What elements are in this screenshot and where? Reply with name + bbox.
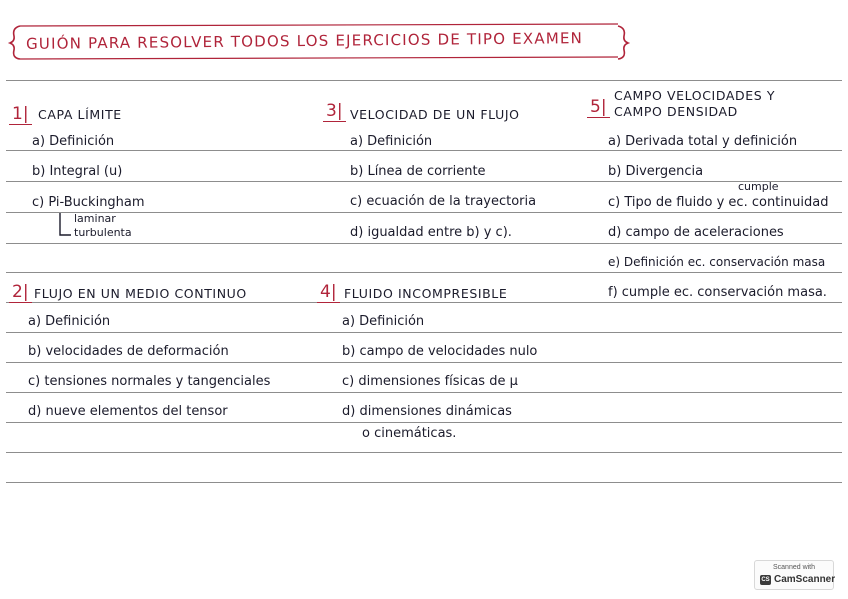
ruled-line [6,302,842,303]
section-1-title: CAPA LÍMITE [38,107,122,122]
section-1-number: 1| [12,104,29,124]
section-5-item-f: f) cumple ec. conservación masa. [608,285,827,300]
section-1-item-c: c) Pi-Buckingham [32,195,145,210]
ruled-line [6,452,842,453]
ruled-line [6,422,842,423]
ruled-line [6,482,842,483]
section-5-title-line2: CAMPO DENSIDAD [614,104,738,119]
section-3-item-c: c) ecuación de la trayectoria [350,194,537,209]
ruled-line [6,362,842,363]
section-1-subitem-turbulenta: turbulenta [74,226,132,239]
section-4-item-d-continued: o cinemáticas. [362,426,457,441]
page-title-frame [6,22,632,62]
section-5-item-b: b) Divergencia [608,164,704,179]
section-4-item-a: a) Definición [342,314,425,329]
section-4-title: FLUIDO INCOMPRESIBLE [344,286,508,301]
section-2-title: FLUJO EN UN MEDIO CONTINUO [34,286,247,301]
page-title: GUIÓN PARA RESOLVER TODOS LOS EJERCICIOS DE TIPO EXAMEN [25,29,584,53]
section-3-title: VELOCIDAD DE UN FLUJO [350,107,520,122]
section-1-subitem-laminar: laminar [74,212,116,225]
scanner-watermark [754,560,834,590]
ruled-line [6,181,842,182]
ruled-line [6,332,842,333]
section-4-item-b: b) campo de velocidades nulo [342,344,538,359]
ruled-line [6,80,842,81]
watermark-caption: Scanned with [772,564,816,571]
section-5-item-c: c) Tipo de fluido y ec. continuidad [608,195,829,210]
section-2-item-c: c) tensiones normales y tangenciales [28,374,271,389]
ruled-line [6,150,842,151]
section-1-item-a: a) Definición [32,134,115,149]
ruled-line [6,272,842,273]
section-2-item-d: d) nueve elementos del tensor [28,404,228,419]
section-5-item-a: a) Derivada total y definición [608,134,798,149]
watermark-brand: CamScanner [774,574,836,585]
section-4-item-d: d) dimensiones dinámicas [342,404,512,419]
section-4-item-c: c) dimensiones físicas de μ [342,374,518,389]
branch-bracket-icon [58,213,72,241]
section-5-number: 5| [590,97,607,117]
section-5-item-d: d) campo de aceleraciones [608,225,784,240]
section-4-number: 4| [320,282,337,302]
ruled-line [6,392,842,393]
section-3-item-d: d) igualdad entre b) y c). [350,225,512,240]
section-3-item-b: b) Línea de corriente [350,164,486,179]
section-5-title-line1: CAMPO VELOCIDADES Y [614,88,776,103]
section-2-item-b: b) velocidades de deformación [28,344,229,359]
section-3-number: 3| [326,101,343,121]
section-2-number: 2| [12,282,29,302]
ruled-line [6,243,842,244]
section-5-item-e: e) Definición ec. conservación masa [608,255,826,269]
ruled-line [6,212,842,213]
section-5-annotation: cumple [738,180,779,193]
section-2-item-a: a) Definición [28,314,111,329]
camscanner-logo-icon: CS [761,577,770,583]
section-1-item-b: b) Integral (u) [32,164,123,179]
section-3-item-a: a) Definición [350,134,433,149]
